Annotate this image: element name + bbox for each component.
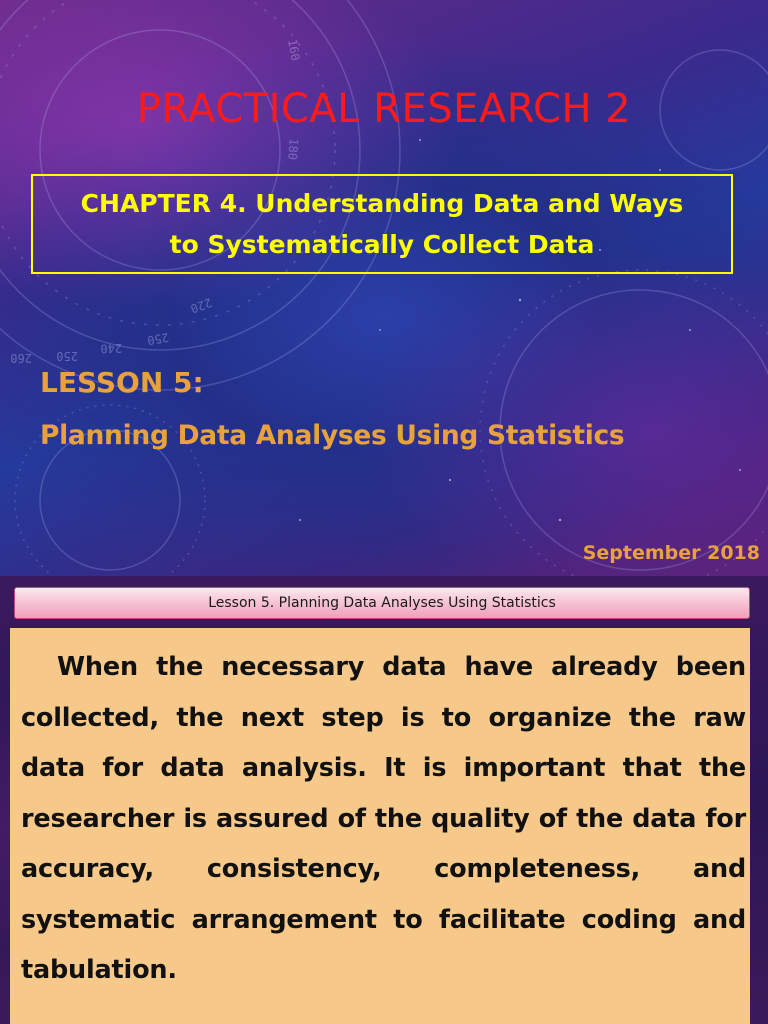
chapter-line-2: to Systematically Collect Data (169, 230, 595, 259)
body-paragraph: When the necessary data have already been collected, the next step is to organize the raw data for data analysis. It is important that the researcher is assured of the quality of the data for accuracy, consistency, completeness, and systematic arrangement to facilitate coding and tabulation. (21, 652, 746, 985)
dial-number: 180 (285, 137, 301, 161)
dial-number: 160 (285, 38, 303, 62)
lesson-label: LESSON 5: (40, 366, 204, 399)
date-label: September 2018 (582, 542, 760, 564)
dial-number: 240 (100, 341, 123, 356)
chapter-title (81, 183, 684, 265)
dial-number: 220 (188, 295, 214, 316)
lesson-header-bar (14, 587, 750, 619)
dial-number: 250 (146, 330, 170, 348)
dial-number: 250 (56, 349, 78, 363)
text-panel (10, 628, 750, 1024)
chapter-box (31, 174, 733, 274)
page-title: PRACTICAL RESEARCH 2 (136, 86, 632, 132)
lesson-header-text: Lesson 5. Planning Data Analyses Using Statistics (208, 595, 556, 611)
content-slide (0, 576, 768, 1024)
chapter-line-1: CHAPTER 4. Understanding Data and Ways (80, 189, 684, 218)
dial-number: 260 (10, 351, 32, 365)
lesson-title: Planning Data Analyses Using Statistics (40, 420, 625, 451)
